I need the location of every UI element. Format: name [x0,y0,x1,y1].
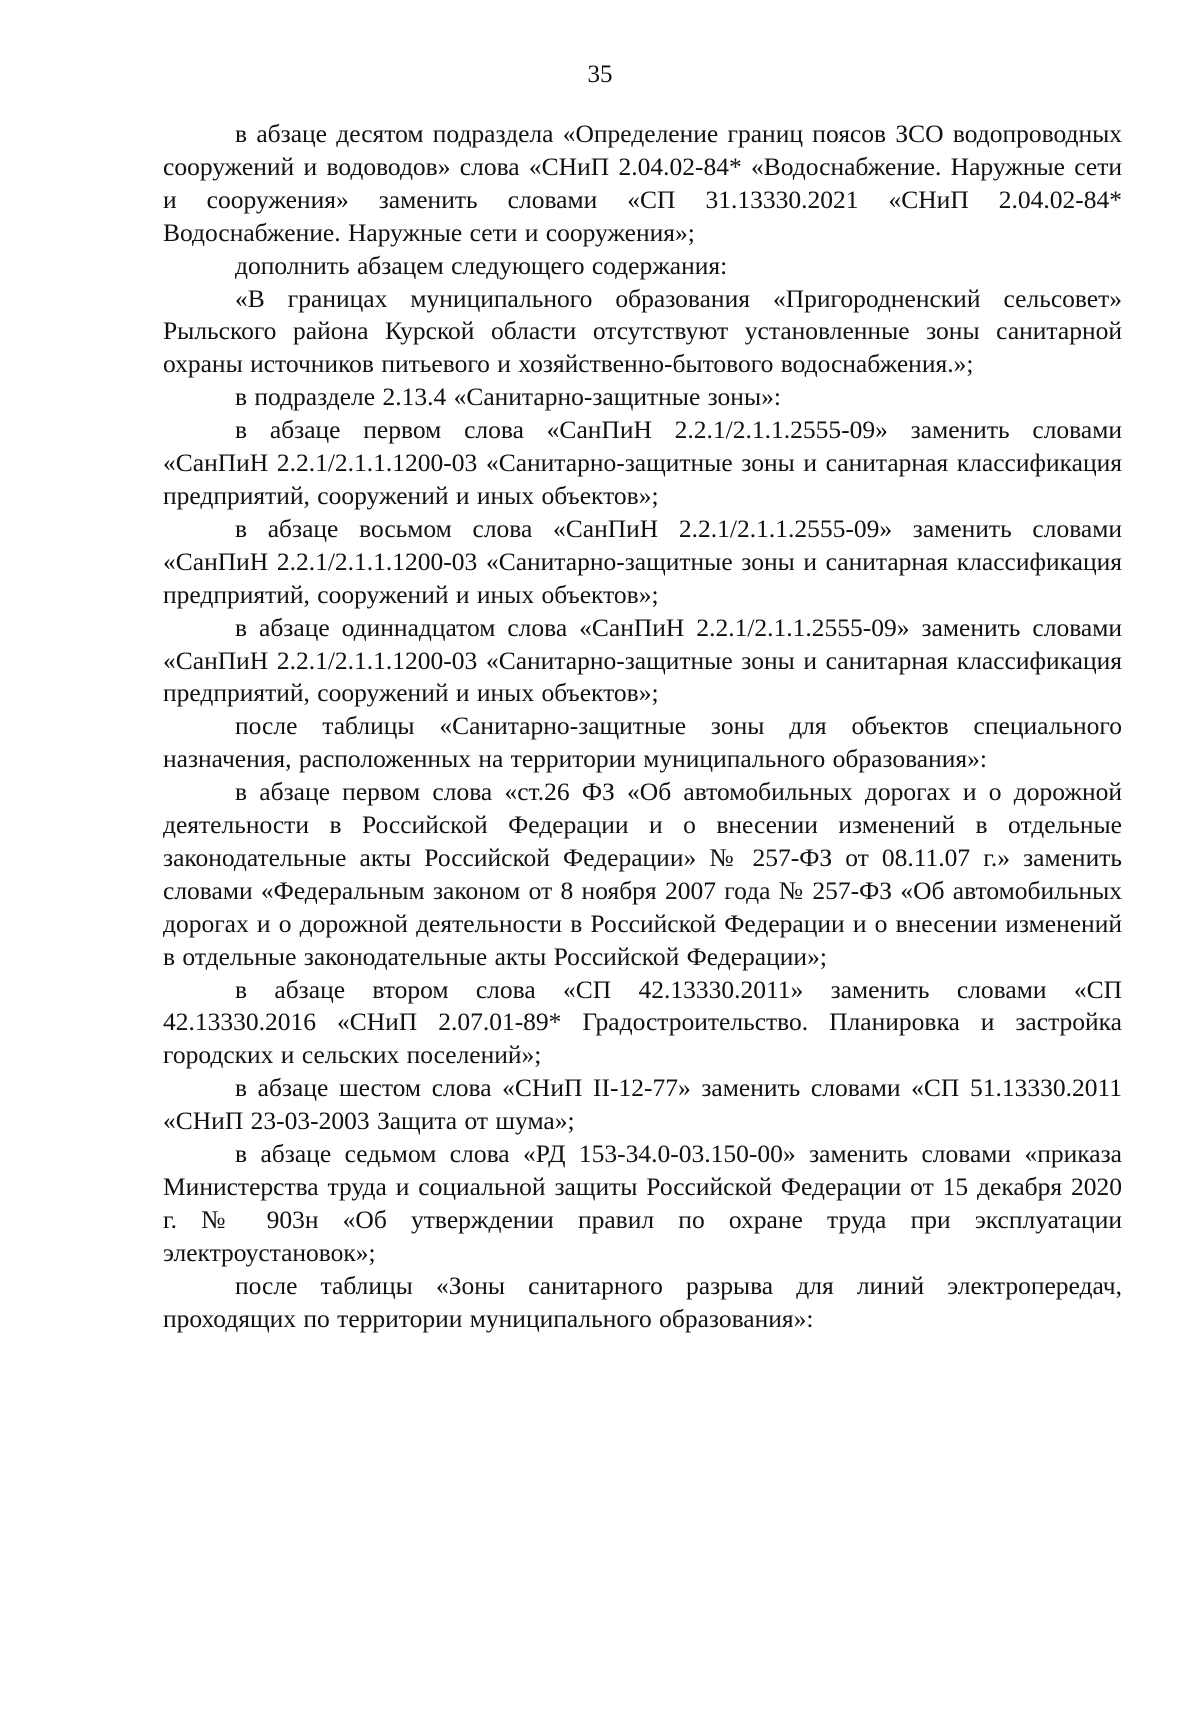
paragraph: в абзаце шестом слова «СНиП II-12-77» заменить словами «СП 51.13330.2011 «СНиП 23-03-2003 Защита от шума»; [163,1073,1122,1136]
paragraph: в абзаце одиннадцатом слова «СанПиН 2.2.1/2.1.1.2555-09» заменить словами «СанПиН 2.2.1/2.1.1.1200-03 «Санитарно-защитные зоны и санитарная классификация предприятий, сооружений и иных объектов»; [163,612,1122,708]
paragraph: в подразделе 2.13.4 «Санитарно-защитные зоны»: [235,382,781,412]
paragraph: в абзаце первом слова «ст.26 ФЗ «Об автомобильных дорогах и о дорожной деятельности в Российской Федерации и о внесении изменений в отдельные законодательные акты Российской Федерации» № 257-ФЗ от 08.11.07 г.» заменить словами «Федеральным законом от 8 ноября 2007 года № 257-ФЗ «Об автомобильных дорогах и о дорожной деятельности в Российской Федерации и о внесении изменений в отдельные законодательные акты Российской Федерации»; [163,777,1122,971]
paragraph: после таблицы «Зоны санитарного разрыва для линий электропередач, проходящих по территории муниципального образования»: [163,1270,1122,1333]
paragraph: в абзаце десятом подраздела «Определение границ поясов ЗСО водопроводных сооружений и водоводов» слова «СНиП 2.04.02-84* «Водоснабжение. Наружные сети и сооружения» заменить словами «СП 31.13330.2021 «СНиП 2.04.02-84* Водоснабжение. Наружные сети и сооружения»; [163,119,1122,247]
paragraph: в абзаце первом слова «СанПиН 2.2.1/2.1.1.2555-09» заменить словами «СанПиН 2.2.1/2.1.1.1200-03 «Санитарно-защитные зоны и санитарная классификация предприятий, сооружений и иных объектов»; [163,415,1122,510]
paragraph: в абзаце втором слова «СП 42.13330.2011» заменить словами «СП 42.13330.2016 «СНиП 2.07.01-89* Градостроительство. Планировка и застройка городских и сельских поселений»; [163,974,1122,1070]
document-body [163,118,1122,1336]
paragraph: в абзаце восьмом слова «СанПиН 2.2.1/2.1.1.2555-09» заменить словами «СанПиН 2.2.1/2.1.1.1200-03 «Санитарно-защитные зоны и санитарная классификация предприятий, сооружений и иных объектов»; [163,513,1122,609]
paragraph: в абзаце седьмом слова «РД 153-34.0-03.150-00» заменить словами «приказа Министерства труда и социальной защиты Российской Федерации от 15 декабря 2020 г. № 903н «Об утверждении правил по охране труда при эксплуатации электроустановок»; [163,1139,1122,1267]
paragraph: «В границах муниципального образования «Пригородненский сельсовет» Рыльского района Курской области отсутствуют установленные зоны санитарной охраны источников питьевого и хозяйственно-бытового водоснабжения.»; [163,283,1122,379]
paragraph: после таблицы «Санитарно-защитные зоны для объектов специального назначения, расположенных на территории муниципального образования»: [163,711,1122,774]
paragraph: дополнить абзацем следующего содержания: [235,250,728,280]
page-number: 35 [587,61,613,88]
